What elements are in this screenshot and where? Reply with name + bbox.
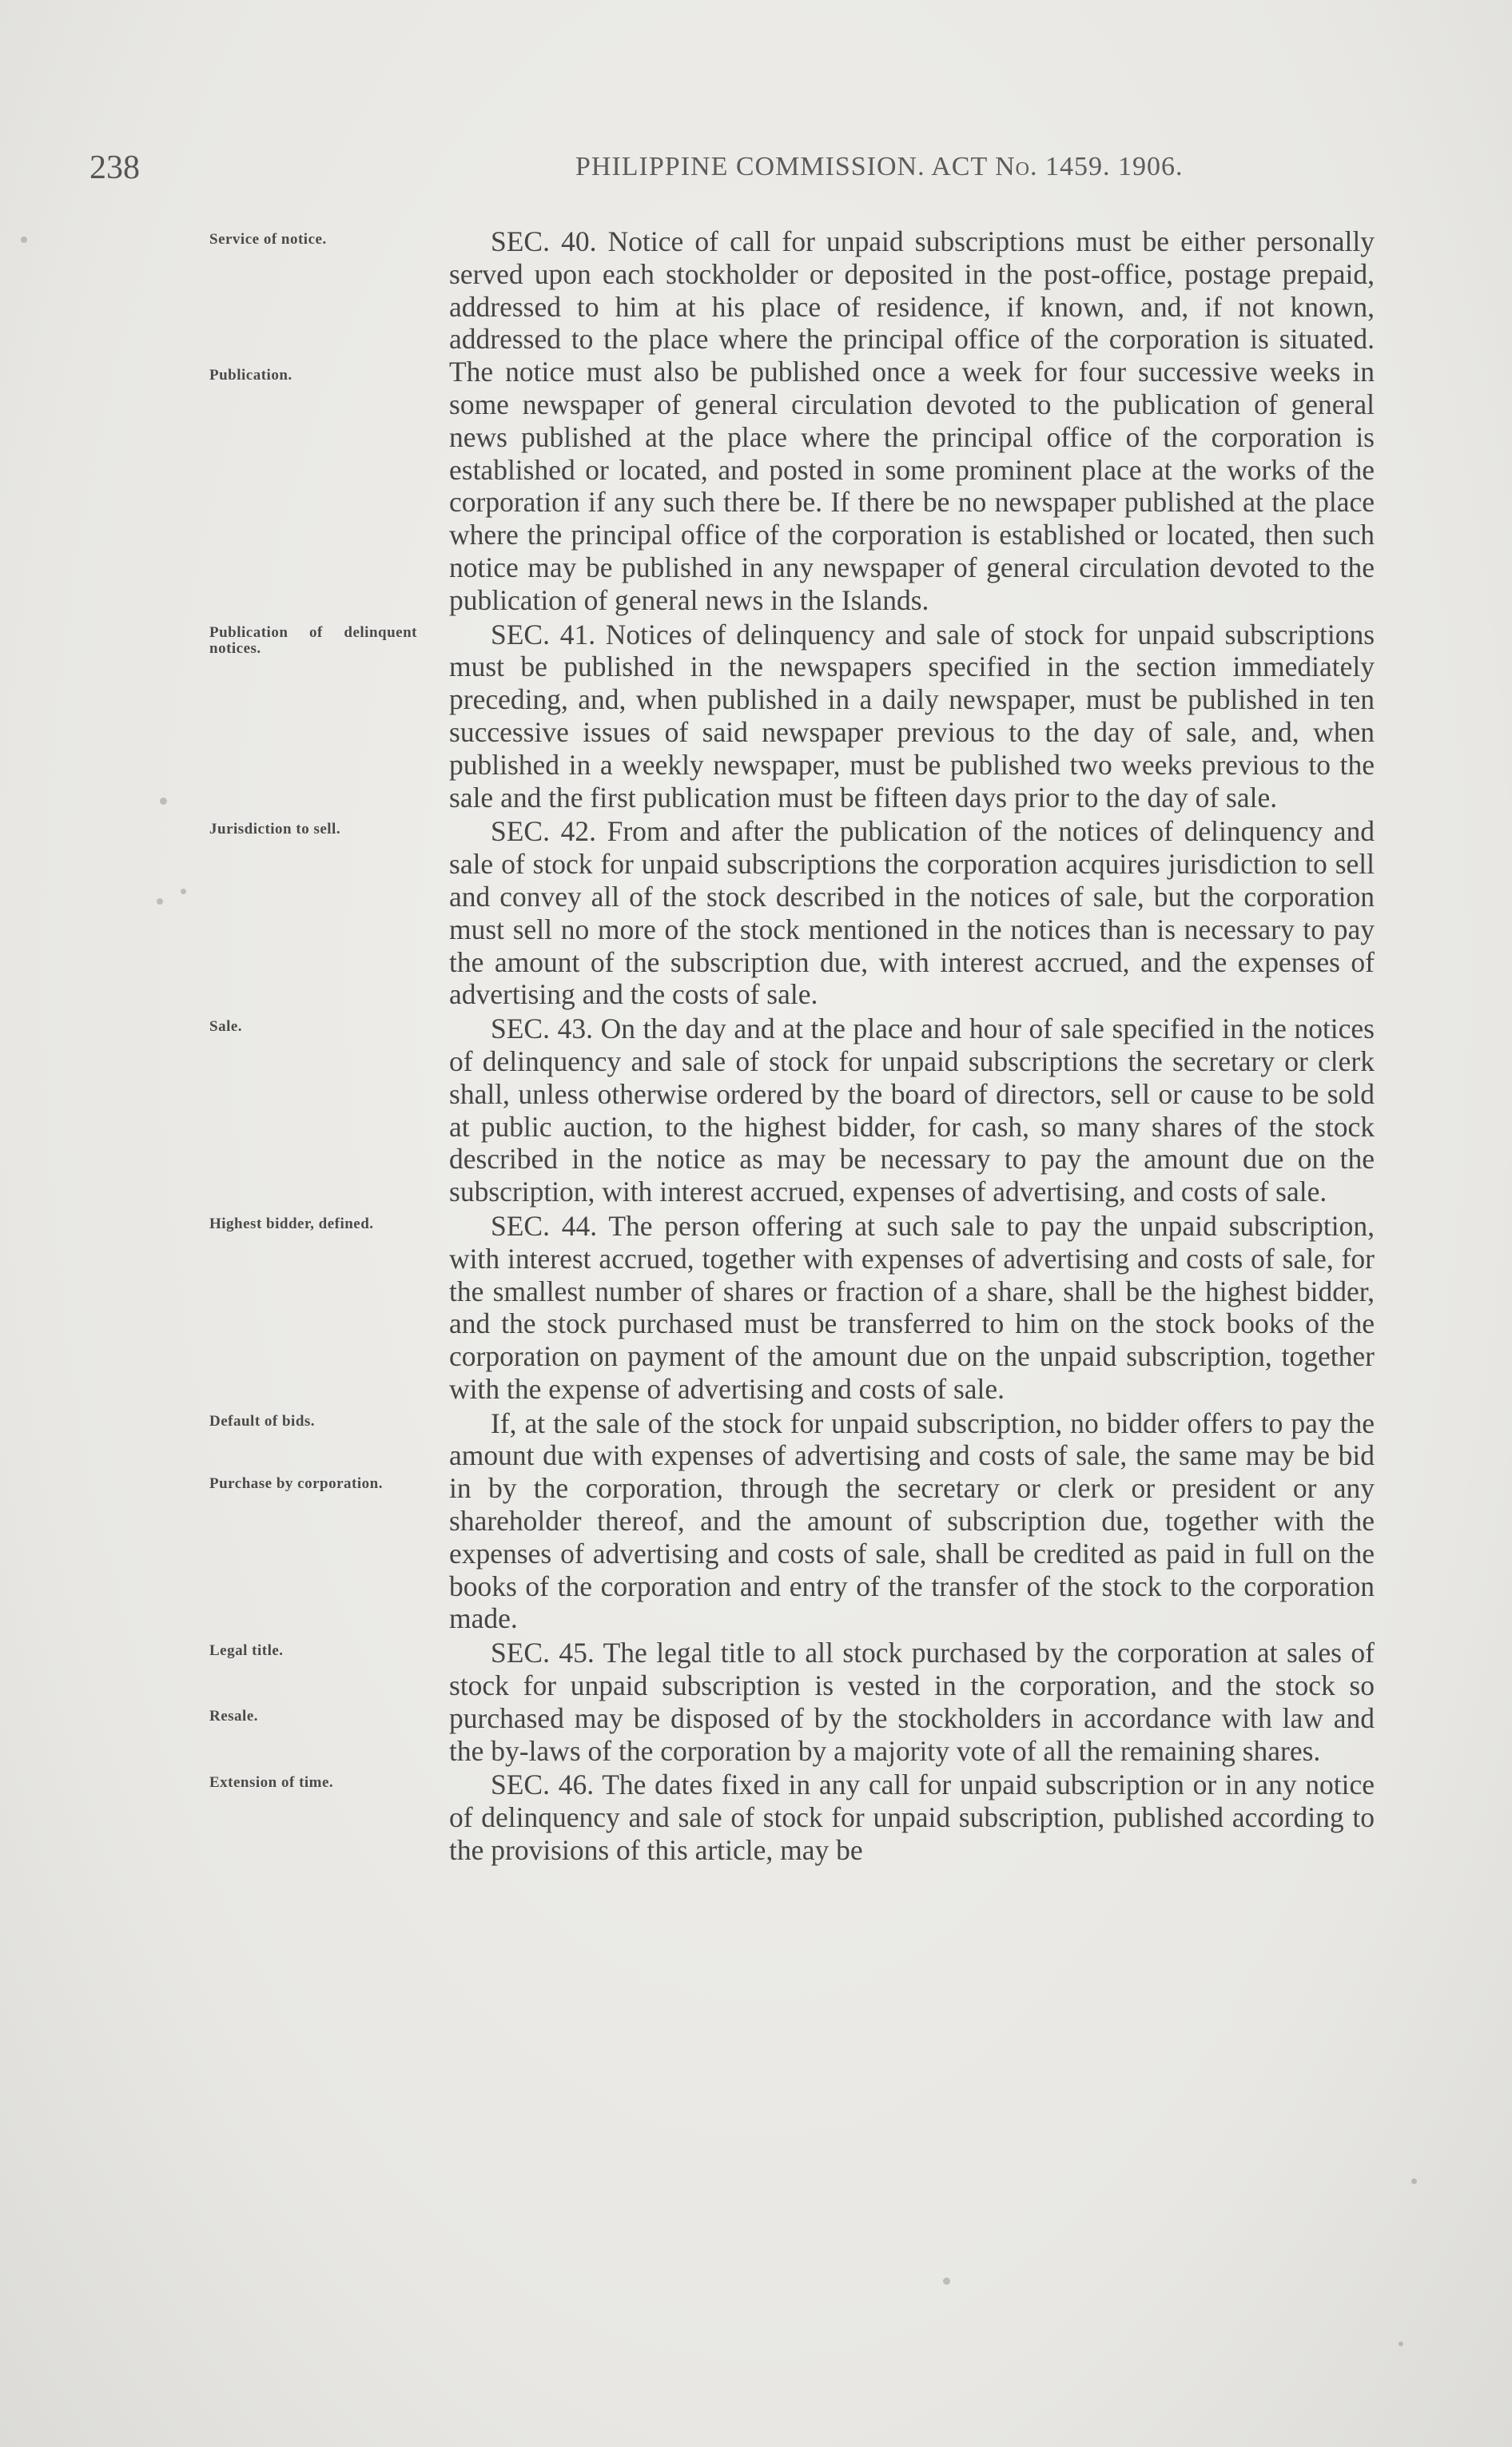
marginal-note: Highest bidder, defined. [209, 1215, 374, 1232]
section-label: SEC. 41. [491, 618, 596, 651]
marginal-note: Publication of delinquent notices. [209, 623, 417, 657]
marginal-note: Resale. [209, 1708, 259, 1725]
section-44b [209, 1407, 1375, 1636]
section-paragraph [449, 619, 1375, 814]
page-number: 238 [90, 149, 140, 186]
section-paragraph [449, 815, 1375, 1011]
section-paragraph [449, 1210, 1375, 1406]
section-text: From and after the publication of the notices of delinquency and sale of stock for unpaid subscriptions the corporation acquires jurisdiction to sell and convey all of the stock described in the notices of sale, but the corporation must sell no more of the stock mentioned in the notices than is necessary to pay the amount of the subscription due, with interest accrued, and the expenses of advertising and the costs of sale. [449, 815, 1375, 1011]
marginal-note: Legal title. [209, 1642, 284, 1660]
marginal-note: Service of notice. [209, 231, 327, 248]
scan-speck [943, 2278, 950, 2285]
document-body [209, 225, 1375, 1868]
marginal-note: Publication. [209, 367, 292, 384]
section-paragraph [449, 1407, 1375, 1636]
section-text: The person offering at such sale to pay the unpaid subscription, with interest accrued, together with expenses of advertising and costs of sale, for the smallest number of shares or fraction of a share, shall be the highest bidder, and the stock purchased must be transferred to him on the stock books of the corporation on payment of the amount due on the unpaid subscription, together with the expense of advertising and costs of sale. [449, 1209, 1375, 1405]
scan-speck [1399, 2342, 1403, 2346]
section-label: SEC. 40. [491, 225, 597, 257]
section-label: SEC. 43. [491, 1013, 593, 1045]
section-43 [209, 1013, 1375, 1208]
section-text: The legal title to all stock purchased by the corporation at sales of stock for unpaid subscription is vested in the corporation, and the stock so purchased may be disposed of by the stockholders in accordance with law and the by-laws of the corporation by a majority vote of all the remaining shares. [449, 1637, 1375, 1767]
section-42 [209, 815, 1375, 1011]
section-text: Notice of call for unpaid subscriptions must be either personally served upon each stockholder or deposited in the post-office, postage prepaid, addressed to him at his place of residence, if known, and, if not known, addressed to the place where the principal office of the corporation is situated. The notice must also be published once a week for four successive weeks in some newspaper of general circulation devoted to the publication of general news published at the place where the principal office of the corporation is established or located, and posted in some prominent place at the works of the corporation if any such there be. If there be no newspaper published at the place where the principal office of the corporation is established or located, then such notice may be published in any newspaper of general circulation devoted to the publication of general news in the Islands. [449, 225, 1375, 616]
section-41 [209, 619, 1375, 814]
section-text: On the day and at the place and hour of sale specified in the notices of delinquency and sale of stock for unpaid subscriptions the secretary or clerk shall, unless otherwise ordered by the board of directors, sell or cause to be sold at public auction, to the highest bidder, for cash, so many shares of the stock described in the notice as may be necessary to pay the amount due on the subscription, with interest accrued, expenses of advertising, and costs of sale. [449, 1013, 1375, 1208]
section-text: The dates fixed in any call for unpaid subscription or in any notice of delinquency and sale of stock for unpaid subscription, published according to the provisions of this article, may be [449, 1769, 1375, 1867]
section-paragraph [449, 1637, 1375, 1767]
scan-speck [1411, 2178, 1417, 2184]
scan-speck [160, 798, 167, 805]
scan-speck [21, 237, 27, 243]
section-paragraph [449, 1013, 1375, 1208]
scan-speck [157, 898, 163, 905]
scan-speck [181, 889, 186, 894]
section-paragraph [449, 225, 1375, 617]
section-44 [209, 1210, 1375, 1406]
section-46 [209, 1769, 1375, 1866]
section-40 [209, 225, 1375, 617]
marginal-note: Default of bids. [209, 1412, 316, 1430]
section-text: If, at the sale of the stock for unpaid subscription, no bidder offers to pay the amount due with expenses of advertising and costs of sale, the same may be bid in by the corporation, through the secretary or clerk or president or any shareholder thereof, and the amount of subscription due, together with the expenses of advertising and costs of sale, shall be credited as paid in full on the books of the corporation and entry of the transfer of the stock to the corporation made. [449, 1407, 1375, 1635]
section-text: Notices of delinquency and sale of stock for unpaid subscriptions must be published in the newspapers specified in the section immediately preceding, and, when published in a daily newspaper, must be published in ten successive issues of said newspaper previous to the day of sale, and, when published in a weekly newspaper, must be published two weeks previous to the sale and the first publication must be fifteen days prior to the day of sale. [449, 618, 1375, 814]
marginal-note: Purchase by corporation. [209, 1474, 383, 1492]
running-head: PHILIPPINE COMMISSION. ACT No. 1459. 1906. [575, 152, 1184, 181]
section-45 [209, 1637, 1375, 1767]
marginal-note: Sale. [209, 1018, 243, 1036]
section-label: SEC. 45. [491, 1637, 595, 1669]
section-label: SEC. 44. [491, 1209, 598, 1242]
section-label: SEC. 46. [491, 1769, 595, 1801]
section-paragraph [449, 1769, 1375, 1866]
marginal-note: Jurisdiction to sell. [209, 821, 341, 838]
section-label: SEC. 42. [491, 815, 596, 848]
marginal-note: Extension of time. [209, 1774, 334, 1792]
